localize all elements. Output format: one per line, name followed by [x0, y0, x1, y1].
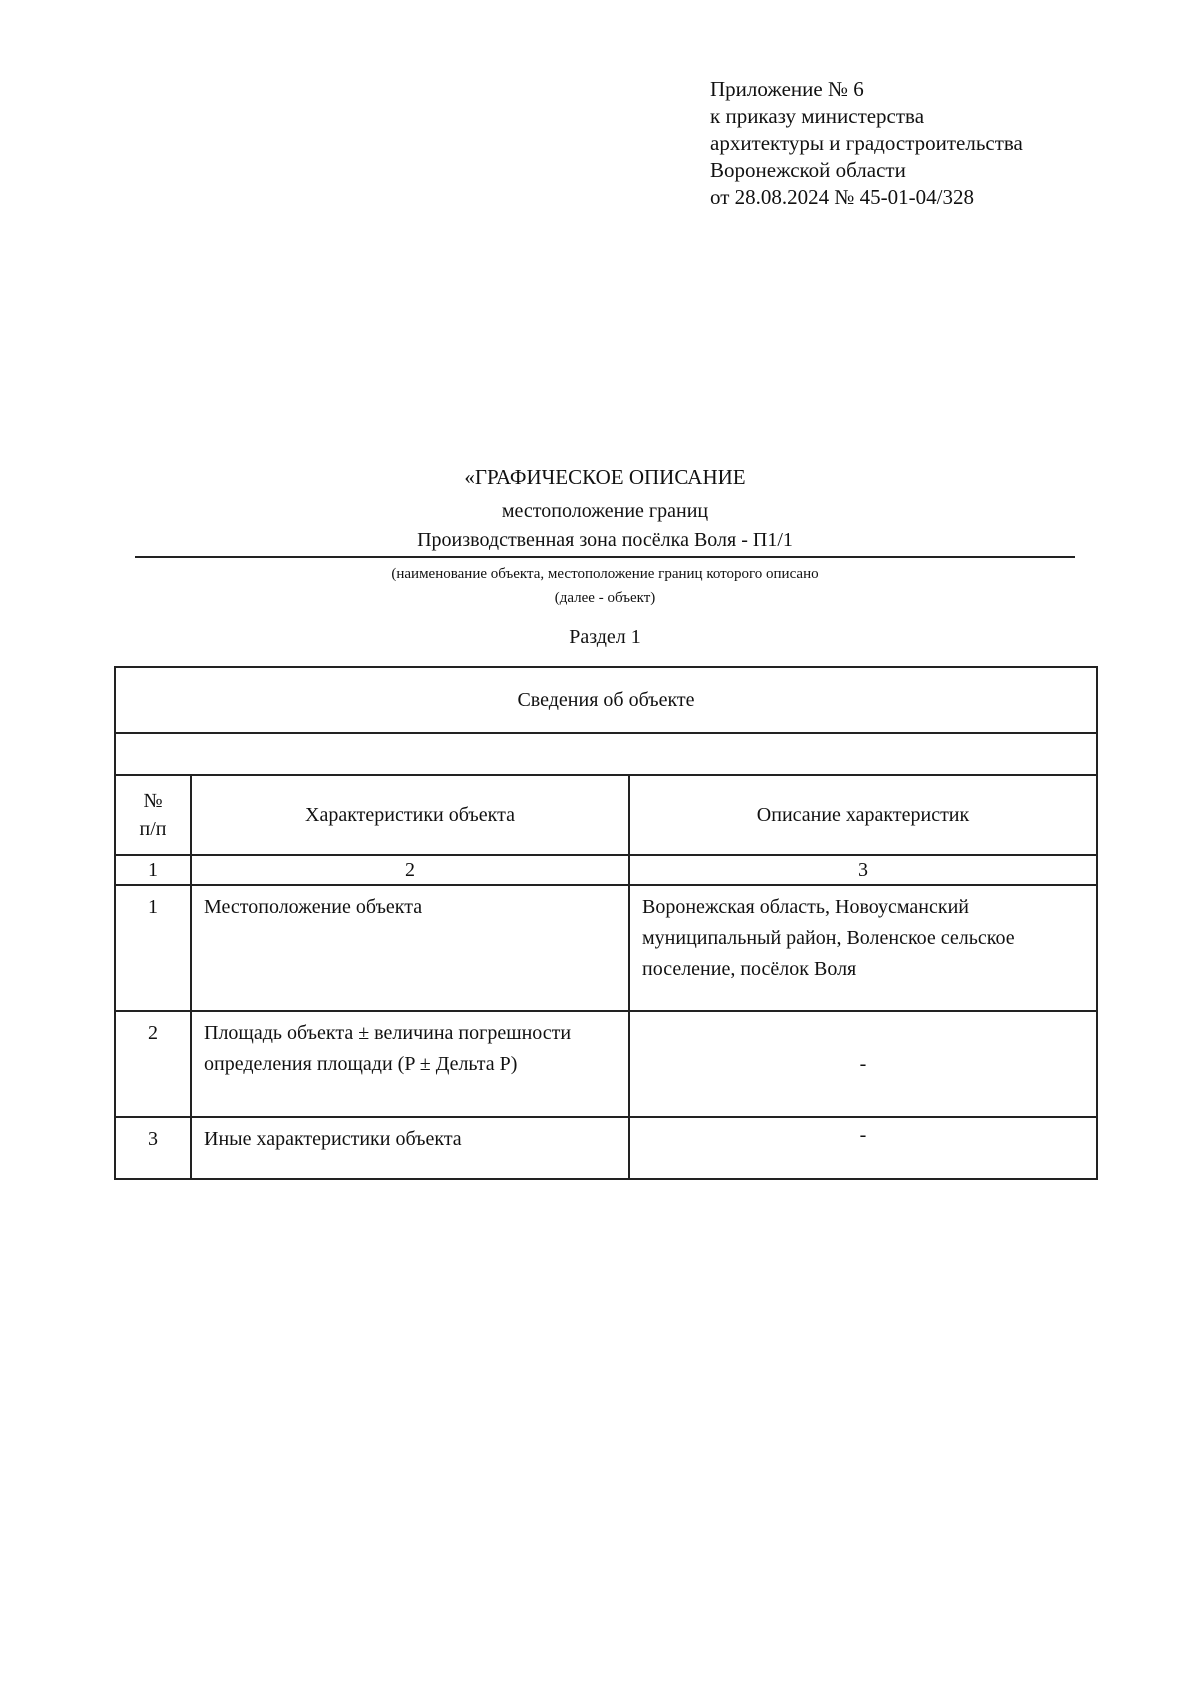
object-name-note [135, 562, 1075, 610]
column-index: 2 [191, 855, 629, 885]
appendix-line: от 28.08.2024 № 45-01-04/328 [710, 185, 975, 209]
section-label: Раздел 1 [569, 626, 641, 648]
row-number: 2 [115, 1011, 191, 1117]
table-index-row [115, 855, 1097, 885]
document-title: «ГРАФИЧЕСКОЕ ОПИСАНИЕ [464, 465, 746, 489]
document-subtitle: местоположение границ [501, 500, 709, 522]
row-number: 3 [115, 1117, 191, 1179]
appendix-reference [710, 76, 1023, 211]
column-index: 1 [115, 855, 191, 885]
table-header-row [115, 775, 1097, 855]
column-header-characteristic: Характеристики объекта [191, 775, 629, 855]
table-row [115, 1011, 1097, 1117]
object-name: Производственная зона посёлка Воля - П1/1 [135, 526, 1075, 558]
column-header-number-line: № [143, 790, 163, 812]
object-note-line: (наименование объекта, местоположение границ которого описано [391, 566, 819, 582]
appendix-line: к приказу министерства [710, 104, 925, 128]
appendix-line: Воронежской области [710, 158, 906, 182]
row-characteristic: Местоположение объекта [191, 885, 629, 1011]
row-number: 1 [115, 885, 191, 1011]
appendix-line: Приложение № 6 [710, 77, 864, 101]
row-description: Воронежская область, Новоусманский муниципальный район, Воленское сельское поселение, посёлок Воля [629, 885, 1097, 1011]
row-characteristic: Иные характеристики объекта [191, 1117, 629, 1179]
row-description: - [629, 1011, 1097, 1117]
table-empty-row [115, 733, 1097, 775]
column-header-number-line: п/п [139, 818, 167, 840]
object-note-line: (далее - объект) [554, 590, 656, 606]
appendix-line: архитектуры и градостроительства [710, 131, 1023, 155]
column-header-number [115, 775, 191, 855]
row-characteristic: Площадь объекта ± величина погрешности определения площади (P ± Дельта P) [191, 1011, 629, 1117]
table-caption: Сведения об объекте [115, 667, 1097, 733]
table-row [115, 885, 1097, 1011]
document-header [135, 462, 1075, 652]
column-header-description: Описание характеристик [629, 775, 1097, 855]
column-index: 3 [629, 855, 1097, 885]
object-info-table [114, 666, 1098, 1180]
row-description: - [629, 1117, 1097, 1179]
table-row [115, 1117, 1097, 1179]
